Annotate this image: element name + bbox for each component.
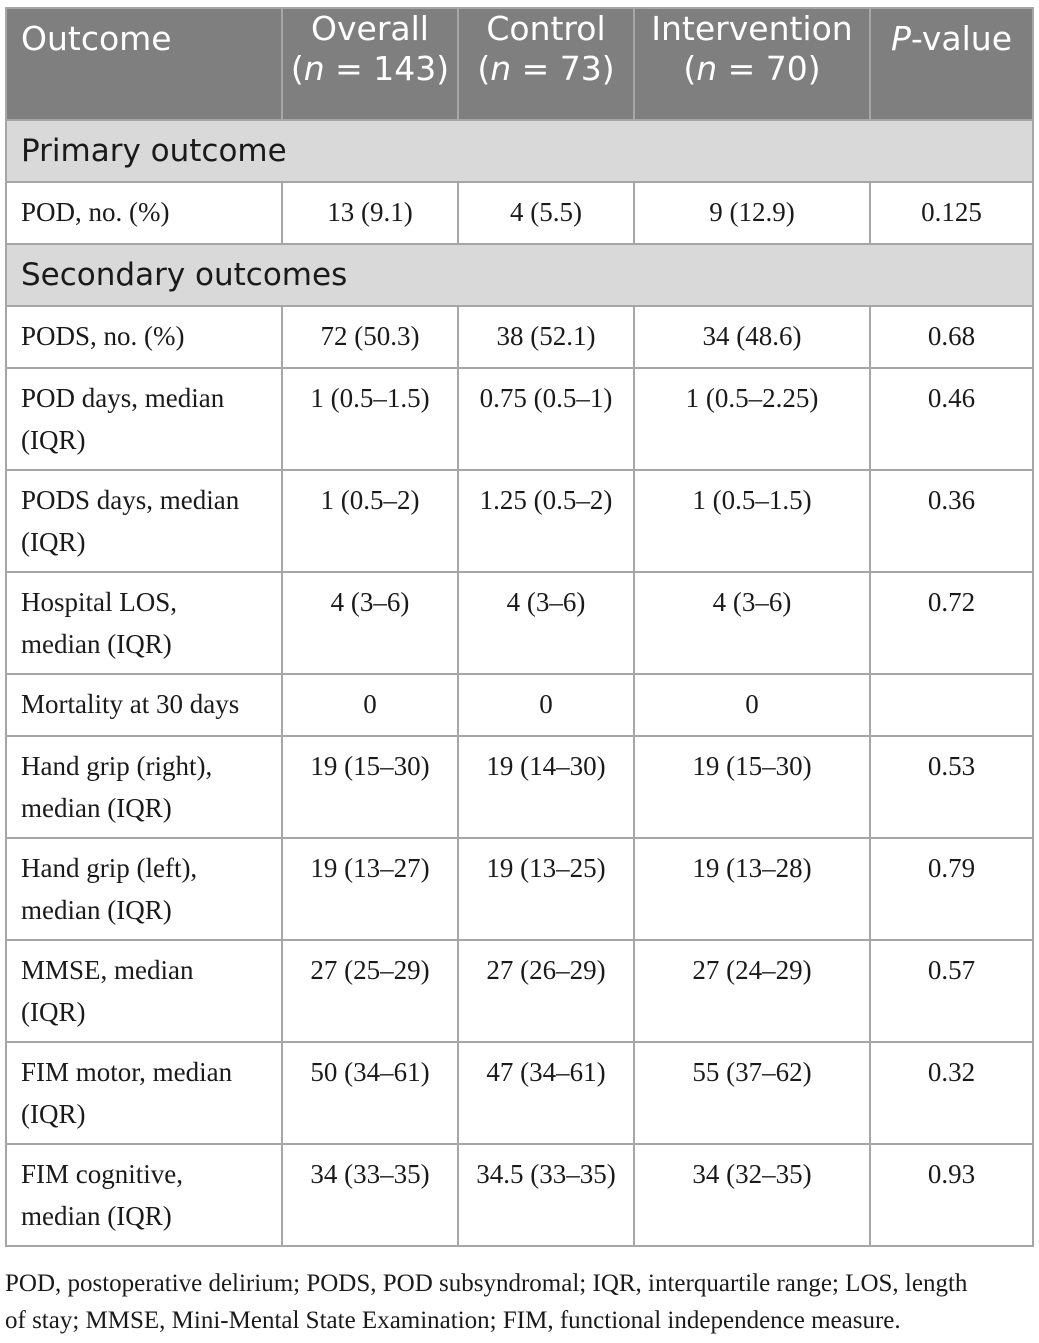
cell-intervention: 27 (24–29) bbox=[634, 940, 870, 1042]
outcomes-table-container bbox=[5, 7, 1032, 1247]
row-label: PODS days, median (IQR) bbox=[6, 470, 282, 572]
header-intervention bbox=[634, 8, 870, 120]
table-row bbox=[6, 1144, 1033, 1246]
section-label-secondary: Secondary outcomes bbox=[6, 244, 1033, 306]
cell-pvalue: 0.79 bbox=[870, 838, 1033, 940]
cell-intervention: 19 (13–28) bbox=[634, 838, 870, 940]
cell-overall: 27 (25–29) bbox=[282, 940, 458, 1042]
cell-intervention: 34 (32–35) bbox=[634, 1144, 870, 1246]
row-label: Mortality at 30 days bbox=[6, 674, 282, 736]
cell-control: 19 (14–30) bbox=[458, 736, 634, 838]
cell-intervention: 1 (0.5–2.25) bbox=[634, 368, 870, 470]
cell-overall: 19 (15–30) bbox=[282, 736, 458, 838]
table-header-row bbox=[6, 8, 1033, 120]
cell-control: 27 (26–29) bbox=[458, 940, 634, 1042]
header-control-title: Control bbox=[486, 9, 606, 48]
cell-overall: 72 (50.3) bbox=[282, 306, 458, 368]
row-label: POD days, median (IQR) bbox=[6, 368, 282, 470]
header-control-n: (n = 73) bbox=[477, 49, 615, 88]
cell-overall: 4 (3–6) bbox=[282, 572, 458, 674]
table-row bbox=[6, 674, 1033, 736]
cell-intervention: 34 (48.6) bbox=[634, 306, 870, 368]
cell-pvalue bbox=[870, 674, 1033, 736]
cell-pvalue: 0.72 bbox=[870, 572, 1033, 674]
table-row bbox=[6, 940, 1033, 1042]
header-control bbox=[458, 8, 634, 120]
row-label: POD, no. (%) bbox=[6, 182, 282, 244]
header-outcome: Outcome bbox=[6, 8, 282, 120]
table-footnote bbox=[5, 1265, 1035, 1339]
cell-overall: 0 bbox=[282, 674, 458, 736]
row-label: FIM cognitive, median (IQR) bbox=[6, 1144, 282, 1246]
header-overall bbox=[282, 8, 458, 120]
row-label: Hand grip (right), median (IQR) bbox=[6, 736, 282, 838]
header-pvalue: P-value bbox=[870, 8, 1033, 120]
cell-control: 4 (5.5) bbox=[458, 182, 634, 244]
cell-control: 47 (34–61) bbox=[458, 1042, 634, 1144]
section-row-secondary bbox=[6, 244, 1033, 306]
cell-overall: 1 (0.5–1.5) bbox=[282, 368, 458, 470]
cell-pvalue: 0.32 bbox=[870, 1042, 1033, 1144]
header-intervention-title: Intervention bbox=[651, 9, 853, 48]
cell-control: 0.75 (0.5–1) bbox=[458, 368, 634, 470]
cell-pvalue: 0.36 bbox=[870, 470, 1033, 572]
cell-pvalue: 0.125 bbox=[870, 182, 1033, 244]
cell-intervention: 0 bbox=[634, 674, 870, 736]
cell-intervention: 4 (3–6) bbox=[634, 572, 870, 674]
footnote-line-2: of stay; MMSE, Mini-Mental State Examination; FIM, functional independence measure. bbox=[5, 1307, 901, 1334]
cell-pvalue: 0.93 bbox=[870, 1144, 1033, 1246]
cell-pvalue: 0.68 bbox=[870, 306, 1033, 368]
header-intervention-n: (n = 70) bbox=[683, 49, 821, 88]
cell-control: 1.25 (0.5–2) bbox=[458, 470, 634, 572]
table-row bbox=[6, 470, 1033, 572]
cell-overall: 19 (13–27) bbox=[282, 838, 458, 940]
cell-control: 38 (52.1) bbox=[458, 306, 634, 368]
outcomes-table bbox=[5, 7, 1034, 1247]
cell-intervention: 9 (12.9) bbox=[634, 182, 870, 244]
section-label-primary: Primary outcome bbox=[6, 120, 1033, 182]
cell-control: 19 (13–25) bbox=[458, 838, 634, 940]
table-row bbox=[6, 306, 1033, 368]
row-label: MMSE, median (IQR) bbox=[6, 940, 282, 1042]
header-overall-n: (n = 143) bbox=[290, 49, 450, 88]
cell-overall: 1 (0.5–2) bbox=[282, 470, 458, 572]
table-row bbox=[6, 838, 1033, 940]
header-overall-title: Overall bbox=[311, 9, 429, 48]
cell-control: 34.5 (33–35) bbox=[458, 1144, 634, 1246]
cell-pvalue: 0.53 bbox=[870, 736, 1033, 838]
table-row bbox=[6, 572, 1033, 674]
footnote-line-1: POD, postoperative delirium; PODS, POD subsyndromal; IQR, interquartile range; LOS, length bbox=[5, 1270, 968, 1297]
cell-overall: 34 (33–35) bbox=[282, 1144, 458, 1246]
table-row bbox=[6, 1042, 1033, 1144]
cell-pvalue: 0.57 bbox=[870, 940, 1033, 1042]
row-label: Hand grip (left), median (IQR) bbox=[6, 838, 282, 940]
cell-overall: 13 (9.1) bbox=[282, 182, 458, 244]
cell-pvalue: 0.46 bbox=[870, 368, 1033, 470]
section-row-primary bbox=[6, 120, 1033, 182]
cell-control: 4 (3–6) bbox=[458, 572, 634, 674]
table-row bbox=[6, 368, 1033, 470]
row-label: PODS, no. (%) bbox=[6, 306, 282, 368]
cell-intervention: 55 (37–62) bbox=[634, 1042, 870, 1144]
cell-intervention: 1 (0.5–1.5) bbox=[634, 470, 870, 572]
row-label: Hospital LOS, median (IQR) bbox=[6, 572, 282, 674]
cell-intervention: 19 (15–30) bbox=[634, 736, 870, 838]
row-label: FIM motor, median (IQR) bbox=[6, 1042, 282, 1144]
table-row bbox=[6, 736, 1033, 838]
cell-overall: 50 (34–61) bbox=[282, 1042, 458, 1144]
table-row bbox=[6, 182, 1033, 244]
cell-control: 0 bbox=[458, 674, 634, 736]
